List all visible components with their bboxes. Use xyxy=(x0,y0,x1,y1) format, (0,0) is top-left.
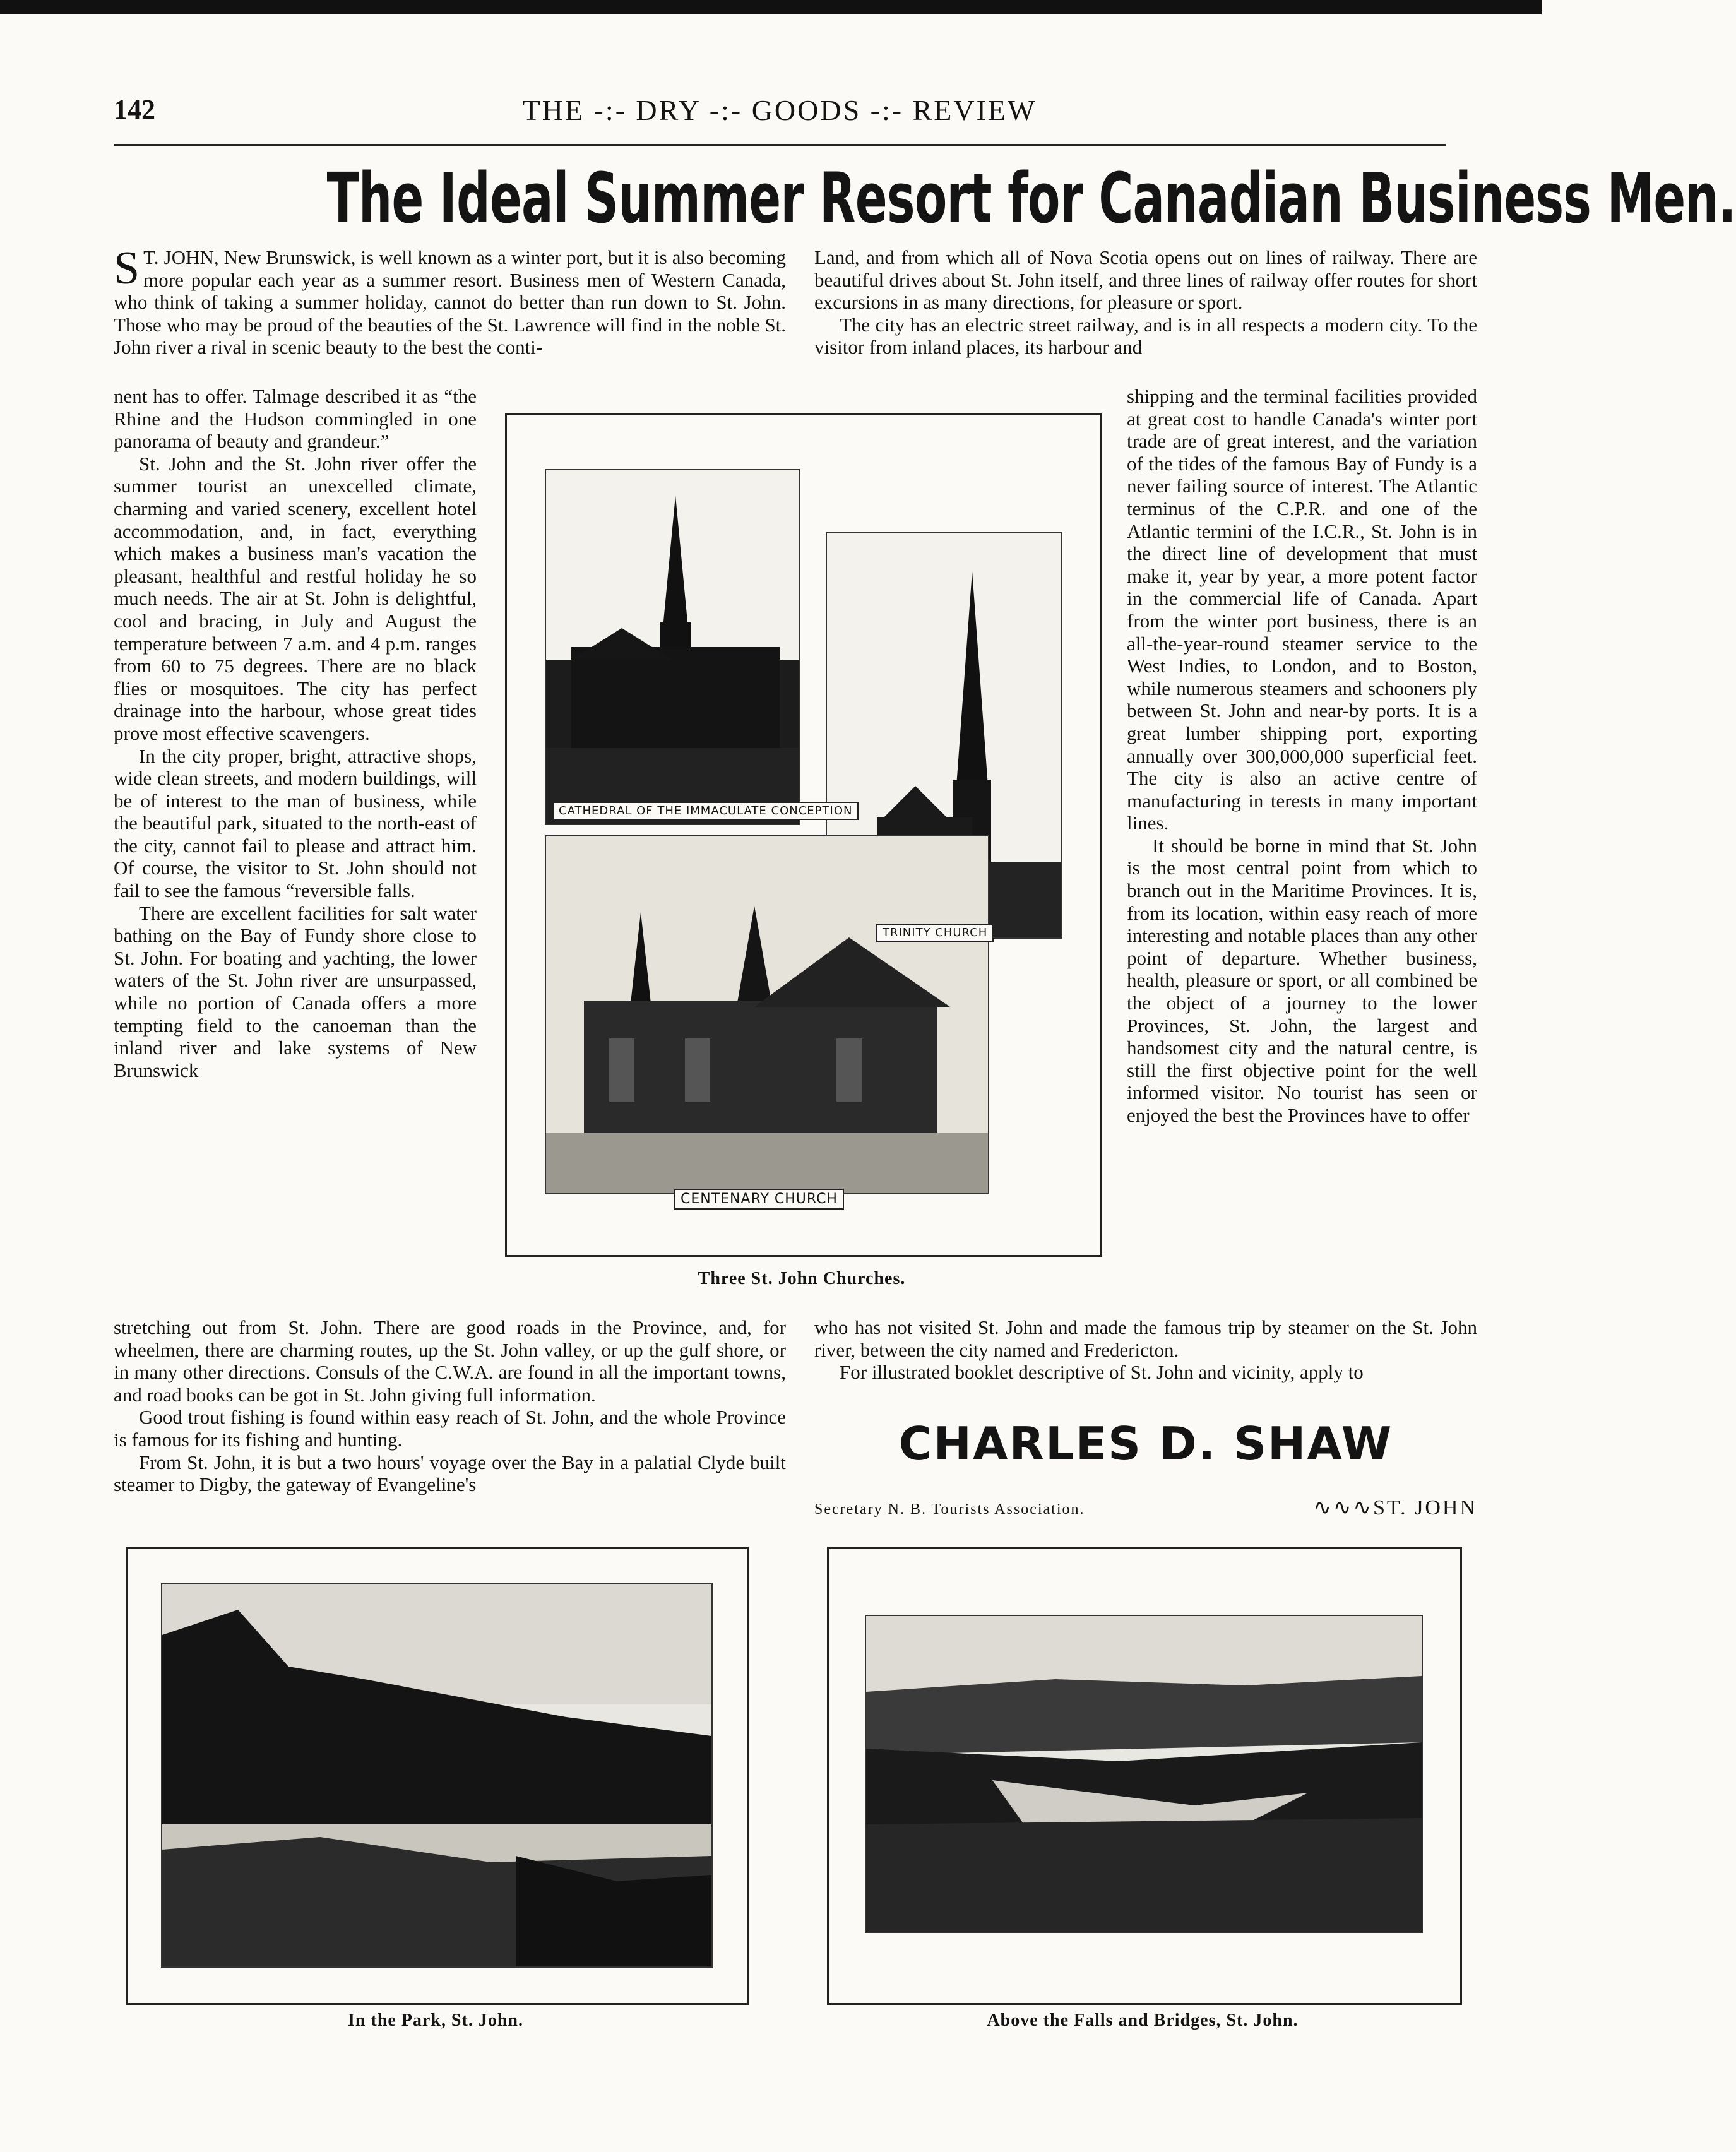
cathedral-photo xyxy=(545,469,800,825)
page-top-edge xyxy=(0,0,1542,14)
park-image xyxy=(162,1584,711,1966)
left-narrow-column xyxy=(114,385,477,1081)
paragraph: St. John and the St. John river offer the summer tourist an unexcelled climate, charming and varied scenery, excellent hotel accommodation, and, in fact, everything which makes a business man's vacation the pleasant, healthful and restful holiday he so much needs. The air at St. John is delightful, cool and bracing, in July and August the temperature between 7 a.m. and 4 p.m. ranges from 60 to 75 degrees. There are no black flies or mosquitoes. The city has perfect drainage into the harbour, whose great tides prove most effective scavengers. xyxy=(114,452,477,744)
cathedral-image xyxy=(546,470,799,824)
wavy-ornament: ∿∿∿ xyxy=(1313,1496,1373,1519)
paragraph: nent has to offer. Talmage described it as “the Rhine and the Hudson commingled in one panorama of beauty and grandeur.” xyxy=(114,385,477,453)
right-column-intro xyxy=(814,246,1477,359)
falls-photo xyxy=(865,1615,1423,1933)
paragraph: It should be borne in mind that St. John is the most central point from which to branch out in the Maritime Provinces. It is, from its location, within easy reach of more interesting and notable places than any other point of departure. Whether business, health, pleasure or sport, or all combined be the object of a journey to the lower Provinces, St. John, the largest and handsomest city and the natural centre, is still the first objective point for the well informed visitor. No tourist has seen or enjoyed the best the Provinces have to offer xyxy=(1127,834,1477,1126)
trinity-label: TRINITY CHURCH xyxy=(876,924,994,942)
paragraph: There are excellent facilities for salt water bathing on the Bay of Fundy shore close to St. John. For boating and yachting, the lower waters of the St. John river are unsurpassed, while no portion of Canada offers a more tempting field to the canoeman than the inland river and lake systems of New Brunswick xyxy=(114,901,477,1081)
cathedral-label: CATHEDRAL OF THE IMMACULATE CONCEPTION xyxy=(552,802,859,820)
article-title: The Ideal Summer Resort for Canadian Business Men. xyxy=(326,158,1736,239)
header-rule xyxy=(114,144,1446,146)
left-column-intro xyxy=(114,242,786,359)
park-caption: In the Park, St. John. xyxy=(348,2011,523,2030)
falls-caption: Above the Falls and Bridges, St. John. xyxy=(987,2011,1299,2030)
page-number: 142 xyxy=(114,94,155,125)
right-narrow-column xyxy=(1127,385,1477,1127)
paragraph: For illustrated booklet descriptive of St. John and vicinity, apply to xyxy=(840,1361,1364,1384)
churches-figure xyxy=(505,413,1102,1257)
paragraph: who has not visited St. John and made the famous trip by steamer on the St. John river, between the city named and Fredericton. xyxy=(814,1316,1477,1361)
advert-city-label: ST. JOHN xyxy=(1372,1496,1477,1519)
running-header xyxy=(114,88,1446,139)
advert-name: CHARLES D. SHAW xyxy=(898,1417,1393,1470)
right-column-lower xyxy=(814,1316,1477,1384)
paragraph-intro: T. JOHN, New Brunswick, is well known as a winter port, but it is also becoming more popular each year as a summer resort. Business men of Western Canada, who think of taking a summer holiday, cannot do better than run down to St. John. Those who may be proud of the beauties of the St. Lawrence will find in the noble St. John river a rival in scenic beauty to the best the conti- xyxy=(114,246,786,359)
churches-caption: Three St. John Churches. xyxy=(698,1269,906,1288)
journal-title: THE -:- DRY -:- GOODS -:- REVIEW xyxy=(522,94,1037,126)
park-photo xyxy=(161,1583,713,1968)
advert-role: Secretary N. B. Tourists Association. xyxy=(814,1501,1085,1518)
centenary-photo xyxy=(545,835,989,1194)
falls-image xyxy=(866,1616,1422,1932)
paragraph: From St. John, it is but a two hours' voyage over the Bay in a palatial Clyde built steamer to Digby, the gateway of Evangeline's xyxy=(114,1451,786,1496)
paragraph: Land, and from which all of Nova Scotia opens out on lines of railway. There are beautiful drives about St. John itself, and three lines of railway offer routes for short excursions in as many directions, for pleasure or sport. xyxy=(814,246,1477,314)
centenary-label: CENTENARY CHURCH xyxy=(674,1189,844,1210)
park-figure xyxy=(126,1547,749,2005)
paragraph: The city has an electric street railway, and is in all respects a modern city. To the visitor from inland places, its harbour and xyxy=(814,313,1477,359)
drop-cap: S xyxy=(114,242,140,294)
paragraph: Good trout fishing is found within easy reach of St. John, and the whole Province is famous for its fishing and hunting. xyxy=(114,1406,786,1451)
centenary-image xyxy=(546,836,988,1193)
advert-city xyxy=(1269,1495,1477,1520)
paragraph: In the city proper, bright, attractive shops, wide clean streets, and modern buildings, will be of interest to the man of business, while the beautiful park, situated to the north-east of the city, cannot fail to please and attract him. Of course, the visitor to St. John should not fail to see the famous “reversible falls. xyxy=(114,744,477,902)
falls-figure xyxy=(827,1547,1462,2005)
paragraph: stretching out from St. John. There are good roads in the Province, and, for wheelmen, there are charming routes, up the St. John valley, or up the gulf shore, or in many other directions. Consuls of the C.W.A. are found in all the important towns, and road books can be got in St. John giving full information. xyxy=(114,1316,786,1406)
paragraph: shipping and the terminal facilities provided at great cost to handle Canada's winter port trade are of great interest, and the variation of the tides of the famous Bay of Fundy is a never failing source of interest. The Atlantic terminus of the C.P.R. and one of the Atlantic termini of the I.C.R., St. John is in the direct line of development that must make it, year by year, a more potent factor in the commercial life of Canada. Apart from the winter port business, there is an all-the-year-round steamer service to the West Indies, to London, and to Boston, while numerous steamers and schooners ply between St. John and near-by ports. It is a great lumber shipping port, exporting annually over 300,000,000 superficial feet. The city is also an active centre of manufacturing in terests in many important lines. xyxy=(1127,385,1477,835)
left-column-lower xyxy=(114,1316,786,1496)
